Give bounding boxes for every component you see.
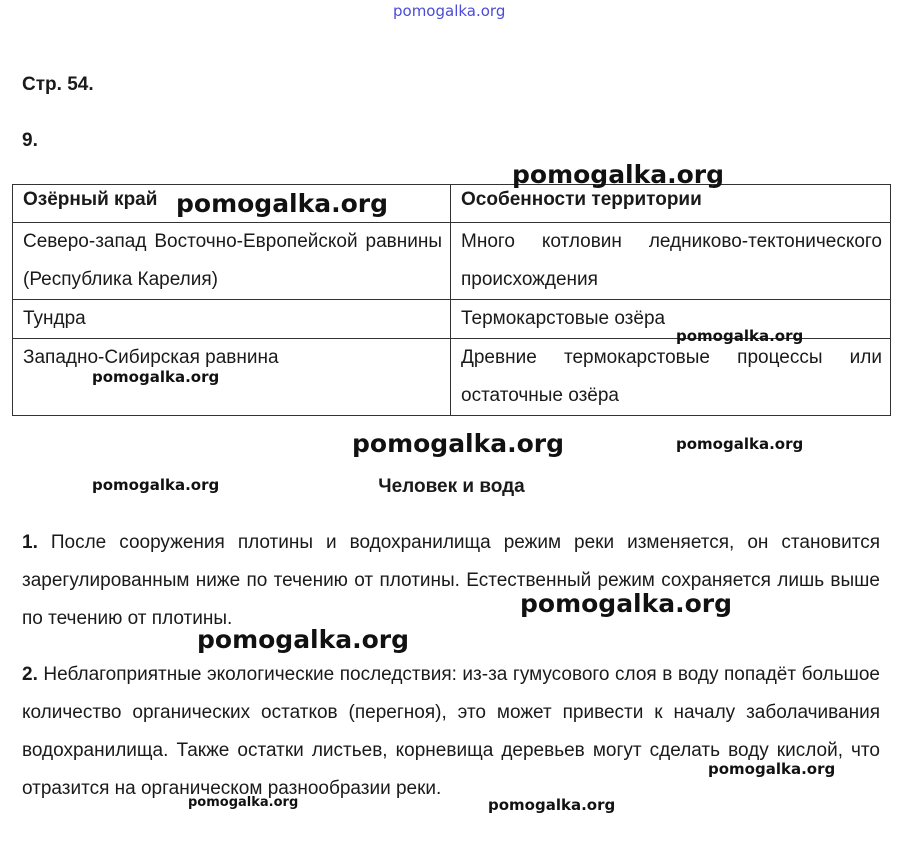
task-number: 9.	[22, 130, 38, 151]
paragraph-number: 2.	[22, 664, 38, 685]
watermark: pomogalka.org	[676, 327, 804, 345]
watermark: pomogalka.org	[488, 796, 616, 814]
table-header-cell: Особенности территории	[451, 185, 891, 223]
paragraph-text: Неблагоприятные экологические последствия: из-за гумусового слоя в воду попадёт большое количество органических остатков (перегноя), это может привести к началу заболачивания водохранилища. Также остатки листьев, корневища деревьев могут сделать воду кислой, что отразится на органическом разнообразии реки.	[22, 664, 880, 799]
table-header-cell: Озёрный край	[13, 185, 451, 223]
watermark: pomogalka.org	[92, 476, 220, 494]
watermark: pomogalka.org	[520, 589, 733, 618]
paragraph-number: 1.	[22, 532, 38, 553]
table-cell: Термокарстовые озёра	[451, 300, 891, 339]
watermark: pomogalka.org	[676, 435, 804, 453]
watermark: pomogalka.org	[352, 429, 565, 458]
watermark: pomogalka.org	[708, 760, 836, 778]
paragraph-text: После сооружения плотины и водохранилища режим реки изменяется, он становится зарегулированным ниже по течению от плотины. Естественный режим сохраняется лишь выше по течению от плотины.	[22, 532, 880, 629]
table-cell: Древние термокарстовые процессы или остаточные озёра	[451, 339, 891, 416]
watermark: pomogalka.org	[188, 795, 299, 810]
table-cell: Северо-запад Восточно-Европейской равнины (Республика Карелия)	[13, 223, 451, 300]
table-header-row	[13, 185, 891, 223]
table-cell: Много котловин ледниково-тектонического происхождения	[451, 223, 891, 300]
table-row	[13, 223, 891, 300]
table-cell: Тундра	[13, 300, 451, 339]
section-title: Человек и вода	[378, 476, 525, 497]
watermark: pomogalka.org	[197, 625, 410, 654]
page-label: Стр. 54.	[22, 74, 94, 95]
watermark-top: pomogalka.org	[393, 2, 506, 20]
watermark: pomogalka.org	[92, 368, 220, 386]
table-cell: Западно-Сибирская равнина	[13, 339, 451, 416]
watermark: pomogalka.org	[176, 189, 389, 218]
paragraph-1	[22, 524, 880, 638]
watermark: pomogalka.org	[512, 160, 725, 189]
paragraph-2	[22, 656, 880, 808]
